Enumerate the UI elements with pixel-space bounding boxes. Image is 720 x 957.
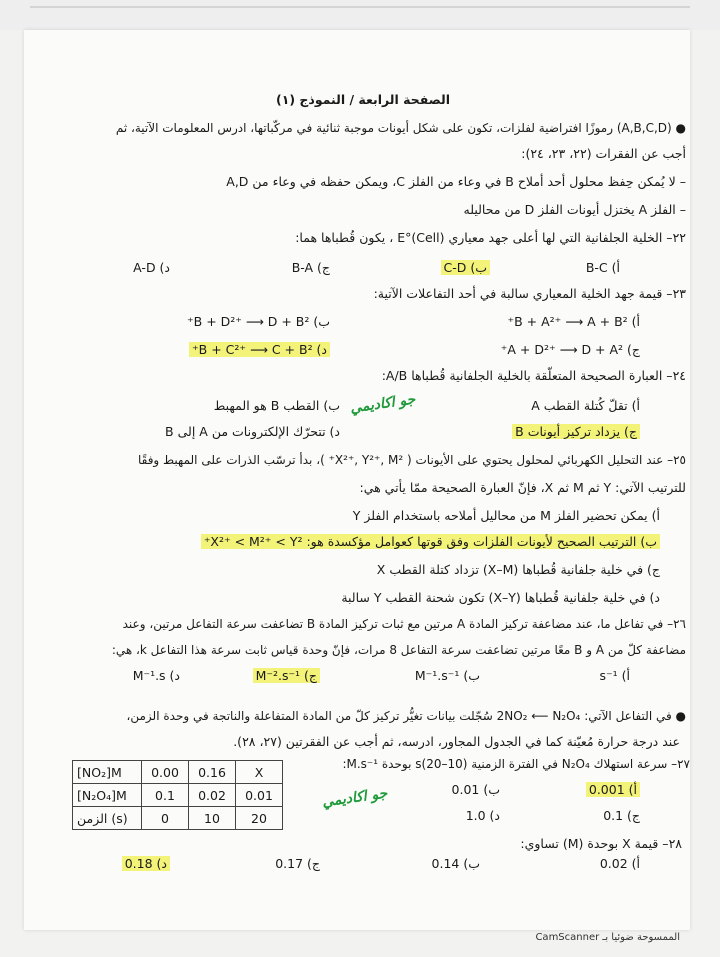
- table-row-label: [N₂O₄]M: [73, 784, 142, 807]
- q22-option-c: ج) B-A: [291, 260, 330, 275]
- table-cell: 0: [142, 807, 189, 830]
- q28-option-a: أ) 0.02: [599, 856, 640, 871]
- q23-option-d: د) B + C²⁺ ⟶ C + B²⁺: [189, 342, 330, 357]
- top-divider: [30, 6, 690, 8]
- q26-option-d: د) M⁻¹.s: [132, 668, 180, 683]
- q27-stem: ٢٧– سرعة استهلاك N₂O₄ في الفترة الزمنية (10–20)s بوحدة M.s⁻¹:: [342, 757, 690, 771]
- q23-option-b: ب) B + D²⁺ ⟶ D + B²⁺: [187, 314, 330, 329]
- q28-stem: ٢٨– قيمة X بوحدة (M) تساوي:: [520, 836, 682, 851]
- q24-option-d: د) تتحرّك الإلكترونات من A إلى B: [165, 424, 340, 439]
- intro-line-1: ● (A,B,C,D) رموزًا افتراضية لفلزات، تكون على شكل أيونات موجبة ثنائية في مركّباتها، ادرس المعلومات الآتية، ثم: [115, 121, 686, 135]
- q27-option-a: أ) 0.001: [586, 782, 640, 797]
- q23-option-a: أ) B + A²⁺ ⟶ A + B²⁺: [507, 314, 640, 329]
- q25-line-1: ٢٥– عند التحليل الكهربائي لمحلول يحتوي على الأيونات ( X²⁺, Y²⁺, M²⁺ )، بدأ ترسّب الذرات على المهبط وفقًا: [137, 453, 686, 467]
- q24-stem: ٢٤– العبارة الصحيحة المتعلّقة بالخلية الجلفانية قُطباها A/B:: [381, 368, 686, 383]
- table-row: [73, 807, 283, 830]
- q25-option-d: د) في خلية جلفانية قُطباها (X–Y) تكون شحنة القطب Y سالبة: [341, 590, 660, 605]
- q22-stem: ٢٢– الخلية الجلفانية التي لها أعلى جهد معياري E°(Cell) ، يكون قُطباها هما:: [295, 230, 686, 245]
- reaction-line-1: ● في التفاعل الآتي: 2NO₂ ⟵ N₂O₄ سُجّلت بيانات تغيُّر تركيز كلّ من المادة المتفاعلة والناتجة في وحدة الزمن،: [126, 709, 686, 723]
- q25-line-2: للترتيب الآتي: Y ثم M ثم X، فإنّ العبارة الصحيحة ممّا يأتي هي:: [359, 480, 686, 495]
- table-cell: 0.01: [236, 784, 283, 807]
- watermark-2: جو اكاديمي: [321, 785, 389, 811]
- table-cell: X: [236, 761, 283, 784]
- page-title: الصفحة الرابعة / النموذج (١): [275, 92, 450, 107]
- table-row-label: الزمن (s): [73, 807, 142, 830]
- q26-line-2: مضاعفة كلّ من A و B معًا مرتين تضاعفت سرعة التفاعل 8 مرات، فإنّ وحدة قياس ثابت سرعة هذا التفاعل k، هي:: [111, 643, 686, 657]
- table-cell: 0.1: [142, 784, 189, 807]
- q27-option-d: د) 1.0: [465, 808, 500, 823]
- table-row: [73, 784, 283, 807]
- q23-stem: ٢٣– قيمة جهد الخلية المعياري سالبة في أحد التفاعلات الآتية:: [373, 286, 686, 301]
- table-cell: 0.02: [189, 784, 236, 807]
- q25-option-b: ب) الترتيب الصحيح لأيونات الفلزات وفق قوتها كعوامل مؤكسدة هو: X²⁺ < M²⁺ < Y²⁺: [201, 534, 660, 549]
- table-cell: 0.16: [189, 761, 236, 784]
- q25-option-c: ج) في خلية جلفانية قُطباها (X–M) تزداد كتلة القطب X: [376, 562, 660, 577]
- top-bar: [0, 0, 720, 30]
- reaction-line-2: عند درجة حرارة مُعيّنة كما في الجدول المجاور، ادرسه، ثم أجب عن الفقرتين (٢٧، ٢٨).: [233, 734, 680, 749]
- q26-line-1: ٢٦– في تفاعل ما، عند مضاعفة تركيز المادة A مرتين مع ثبات تركيز المادة B تضاعفت سرعة التفاعل مرتين، وعند: [122, 617, 686, 631]
- intro-fact-2: – الفلز A يختزل أيونات الفلز D من محاليله: [463, 202, 686, 217]
- intro-line-2: أجب عن الفقرات (٢٢، ٢٣، ٢٤):: [521, 146, 686, 161]
- scanner-footer: الممسوحة ضوئيا بـ CamScanner: [535, 932, 680, 943]
- q27-option-b: ب) 0.01: [451, 782, 500, 797]
- q24-option-c: ج) يزداد تركيز أيونات B: [512, 424, 640, 439]
- q24-option-a: أ) تقلّ كُتلة القطب A: [531, 398, 640, 413]
- q28-option-b: ب) 0.14: [431, 856, 480, 871]
- q22-option-a: أ) B-C: [585, 260, 620, 275]
- q22-option-b: ب) C-D: [441, 260, 491, 275]
- concentration-table: [72, 760, 283, 830]
- q27-option-c: ج) 0.1: [603, 808, 640, 823]
- intro-fact-1: – لا يُمكن حِفظ محلول أحد أملاح B في وعاء من الفلز C، ويمكن حفظه في وعاء من A,D: [226, 174, 686, 189]
- q24-option-b: ب) القطب B هو المهبط: [213, 398, 340, 413]
- q28-option-d: د) 0.18: [122, 856, 170, 871]
- watermark-1: جو اكاديمي: [349, 391, 417, 417]
- table-cell: 10: [189, 807, 236, 830]
- table-cell: 20: [236, 807, 283, 830]
- table-row: [73, 761, 283, 784]
- q23-option-c: ج) A + D²⁺ ⟶ D + A²⁺: [500, 342, 640, 357]
- q22-option-d: د) A-D: [133, 260, 170, 275]
- q28-option-c: ج) 0.17: [275, 856, 320, 871]
- table-row-label: [NO₂]M: [73, 761, 142, 784]
- q26-option-b: ب) M⁻¹.s⁻¹: [414, 668, 480, 683]
- table-cell: 0.00: [142, 761, 189, 784]
- q26-option-a: أ) s⁻¹: [599, 668, 630, 683]
- q26-option-c: ج) M⁻².s⁻¹: [253, 668, 320, 683]
- q25-option-a: أ) يمكن تحضير الفلز M من محاليل أملاحه باستخدام الفلز Y: [352, 508, 660, 523]
